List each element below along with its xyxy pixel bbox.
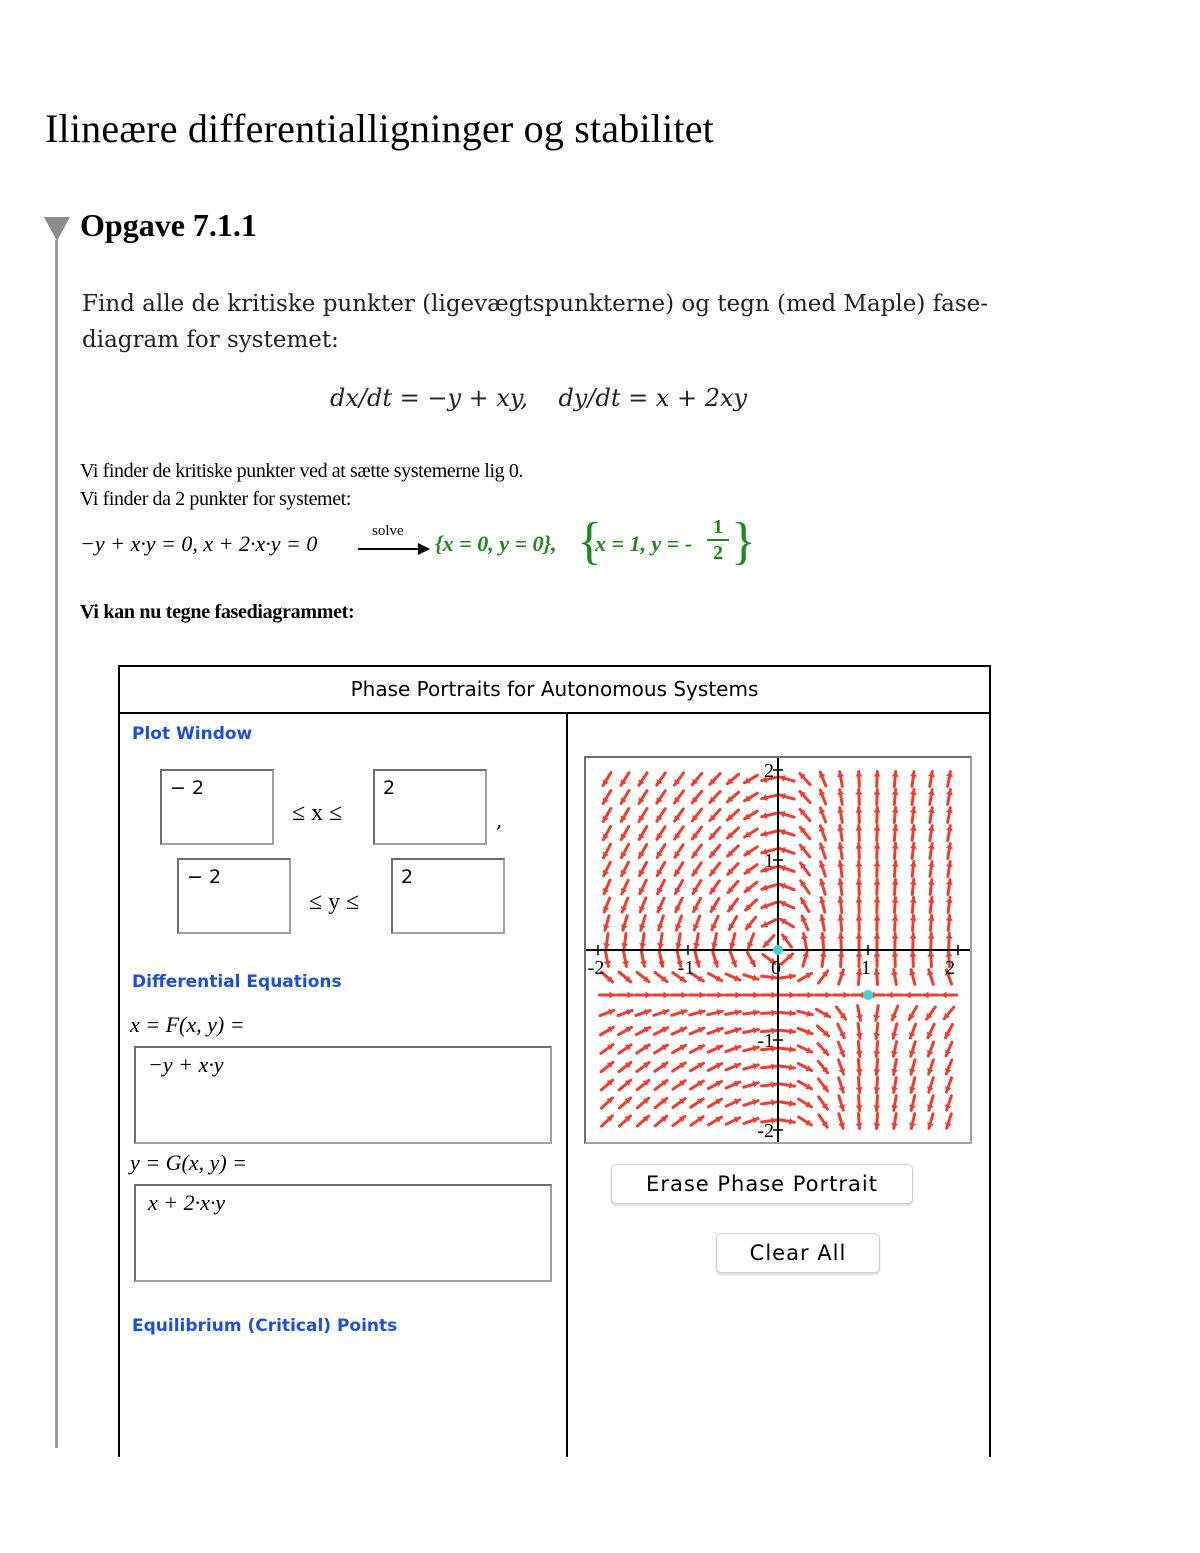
direction-arrowhead <box>924 992 929 999</box>
direction-arrowhead <box>837 862 844 867</box>
direction-arrowhead <box>837 898 844 903</box>
direction-arrowhead <box>826 992 831 999</box>
direction-arrowhead <box>855 862 862 867</box>
solve-fraction <box>707 516 729 564</box>
direction-arrowhead <box>910 862 917 867</box>
direction-arrowhead <box>855 844 862 849</box>
direction-arrowhead <box>892 790 899 795</box>
equilibrium-point <box>773 945 783 955</box>
direction-arrowhead <box>621 943 628 948</box>
direction-arrowhead <box>873 1123 880 1128</box>
direction-arrowhead <box>910 916 917 921</box>
direction-arrowhead <box>789 1028 794 1035</box>
direction-arrowhead <box>753 1009 758 1016</box>
direction-arrowhead <box>789 1100 794 1107</box>
direction-arrowhead <box>892 916 899 921</box>
direction-arrowhead <box>819 934 826 939</box>
x-tick-label: 1 <box>861 957 871 979</box>
phase-portrait-svg <box>586 758 970 1142</box>
comma: , <box>496 808 503 832</box>
document-title: Ilineære differentialligninger og stabilitet <box>45 106 714 151</box>
direction-arrowhead <box>754 992 759 999</box>
y-tick-label: -2 <box>757 1120 774 1142</box>
direction-arrowhead <box>628 992 633 999</box>
direction-arrowhead <box>927 952 934 957</box>
direction-arrowhead <box>873 1015 880 1020</box>
direction-arrowhead <box>856 1051 863 1056</box>
x-tick-label: -2 <box>587 957 605 979</box>
phase-portrait-maplet <box>118 665 991 1457</box>
direction-arrowhead <box>892 844 899 849</box>
f-equation-label: x = F(x, y) = <box>130 1012 245 1037</box>
direction-arrowhead <box>892 826 899 831</box>
direction-arrowhead <box>928 808 935 813</box>
direction-arrowhead <box>874 916 881 921</box>
direction-arrowhead <box>873 1105 880 1110</box>
direction-arrowhead <box>946 862 953 867</box>
direction-arrowhead <box>873 1087 880 1092</box>
problem-equation: dx/dt = −y + xy, dy/dt = x + 2xy <box>330 384 748 412</box>
brace-close: } <box>731 513 756 570</box>
x-inequality: ≤ x ≤ <box>292 800 343 826</box>
direction-arrowhead <box>892 808 899 813</box>
maplet-left-panel <box>120 714 568 1457</box>
direction-arrowhead <box>855 790 862 795</box>
direction-arrowhead <box>928 826 935 831</box>
direction-arrowhead <box>910 790 917 795</box>
direction-arrowhead <box>790 992 795 999</box>
direction-arrowhead <box>891 1123 898 1128</box>
x-tick-label: 0 <box>771 957 781 979</box>
direction-arrowhead <box>874 862 881 867</box>
direction-arrowhead <box>909 952 916 957</box>
equilibrium-point <box>863 990 873 1000</box>
direction-arrowhead <box>874 826 881 831</box>
direction-arrowhead <box>928 862 935 867</box>
direction-arrowhead <box>928 934 935 939</box>
y-tick-label: -1 <box>757 1030 774 1052</box>
direction-arrowhead <box>892 862 899 867</box>
maplet-right-panel <box>568 714 989 1457</box>
direction-arrowhead <box>639 943 646 948</box>
solve-input: −y + x·y = 0, x + 2·x·y = 0 <box>80 531 318 556</box>
direction-arrowhead <box>910 898 917 903</box>
direction-arrowhead <box>682 992 687 999</box>
direction-arrowhead <box>873 1033 880 1038</box>
direction-arrowhead <box>610 992 615 999</box>
direction-arrowhead <box>856 1069 863 1074</box>
g-equation-input[interactable]: x + 2·x·y <box>134 1184 552 1282</box>
direction-arrowhead <box>856 952 863 957</box>
y-tick-label: 2 <box>764 760 774 782</box>
f-equation-input[interactable]: −y + x·y <box>134 1046 552 1144</box>
direction-arrowhead <box>873 1069 880 1074</box>
collapse-triangle-icon[interactable] <box>44 217 70 241</box>
direction-arrowhead <box>838 952 845 957</box>
fraction-denominator: 2 <box>713 542 723 564</box>
direction-arrowhead <box>873 1051 880 1056</box>
solve-output <box>80 513 780 576</box>
g-equation-label: y = G(x, y) = <box>130 1150 248 1175</box>
direction-arrowhead <box>837 826 844 831</box>
direction-arrowhead <box>856 1087 863 1092</box>
problem-text: Find alle de kritiske punkter (ligevægtspunkterne) og tegn (med Maple) fase-diagram for systemet: <box>82 291 989 353</box>
solve-arrow-icon <box>358 523 428 556</box>
direction-arrowhead <box>789 1046 794 1053</box>
direction-arrowhead <box>906 992 911 999</box>
direction-arrowhead <box>837 844 844 849</box>
direction-arrowhead <box>928 880 935 885</box>
direction-arrowhead <box>946 934 953 939</box>
y-inequality: ≤ y ≤ <box>309 889 360 915</box>
direction-arrowhead <box>771 1081 776 1088</box>
fraction-numerator: 1 <box>713 516 723 538</box>
brace-open: { <box>577 513 602 570</box>
clear-all-button[interactable]: Clear All <box>716 1233 880 1273</box>
direction-arrowhead <box>910 808 917 813</box>
direction-arrowhead <box>888 992 893 999</box>
equilibrium-points-label: Equilibrium (Critical) Points <box>132 1316 398 1336</box>
direction-arrowhead <box>942 992 947 999</box>
direction-arrowhead <box>657 943 664 948</box>
solve-result-1: {x = 0, y = 0}, <box>435 531 557 556</box>
direction-arrowhead <box>855 826 862 831</box>
direction-arrowhead <box>945 952 952 957</box>
direction-arrowhead <box>771 1099 776 1106</box>
x-max-input[interactable]: 2 <box>373 769 487 845</box>
draw-label: Vi kan nu tegne fasediagrammet: <box>80 601 355 623</box>
y-max-input[interactable]: 2 <box>391 858 505 934</box>
direction-arrowhead <box>789 973 794 980</box>
direction-arrowhead <box>771 1009 776 1016</box>
direction-arrowhead <box>856 1033 863 1038</box>
direction-arrowhead <box>946 916 953 921</box>
direction-arrowhead <box>946 880 953 885</box>
direction-arrowhead <box>928 790 935 795</box>
direction-arrowhead <box>928 898 935 903</box>
direction-arrowhead <box>910 880 917 885</box>
direction-arrowhead <box>855 808 862 813</box>
x-min-input[interactable]: − 2 <box>160 769 274 845</box>
info-line-1: Vi finder de kritiske punkter ved at sætte systemerne lig 0. <box>80 460 524 482</box>
differential-equations-label: Differential Equations <box>132 972 342 992</box>
direction-arrowhead <box>700 992 705 999</box>
direction-arrowhead <box>771 1063 776 1070</box>
direction-arrowhead <box>718 992 723 999</box>
direction-arrowhead <box>837 916 844 921</box>
direction-arrowhead <box>874 934 881 939</box>
direction-arrowhead <box>910 826 917 831</box>
direction-arrowhead <box>789 1082 794 1089</box>
info-line-2: Vi finder da 2 punkter for systemet: <box>80 488 351 510</box>
direction-arrowhead <box>837 880 844 885</box>
direction-arrowhead <box>892 934 899 939</box>
section-range-bar <box>55 240 58 1448</box>
direction-arrowhead <box>874 790 881 795</box>
direction-arrowhead <box>874 898 881 903</box>
direction-arrowhead <box>892 772 899 777</box>
direction-arrowhead <box>874 808 881 813</box>
y-tick-label: 1 <box>764 850 774 872</box>
direction-arrowhead <box>837 808 844 813</box>
direction-arrowhead <box>910 934 917 939</box>
direction-arrowhead <box>772 992 777 999</box>
direction-arrowhead <box>855 916 862 921</box>
direction-arrowhead <box>873 952 880 957</box>
direction-arrowhead <box>837 934 844 939</box>
phase-portrait-plot[interactable] <box>584 756 972 1144</box>
y-min-input[interactable]: − 2 <box>177 858 291 934</box>
maplet-title: Phase Portraits for Autonomous Systems <box>120 667 989 714</box>
direction-arrowhead <box>946 898 953 903</box>
direction-arrowhead <box>789 1010 794 1017</box>
solve-result-2: x = 1, y = - <box>595 531 693 556</box>
direction-arrowhead <box>855 772 862 777</box>
direction-arrowhead <box>646 992 651 999</box>
direction-arrowhead <box>874 880 881 885</box>
direction-arrowhead <box>892 880 899 885</box>
direction-arrowhead <box>855 898 862 903</box>
plot-window-label: Plot Window <box>132 724 253 744</box>
direction-arrowhead <box>664 992 669 999</box>
direction-arrowhead <box>856 1123 863 1128</box>
direction-arrowhead <box>928 844 935 849</box>
direction-arrowhead <box>910 844 917 849</box>
direction-arrowhead <box>675 943 682 948</box>
direction-arrowhead <box>874 772 881 777</box>
direction-arrowhead <box>891 952 898 957</box>
x-tick-label: 2 <box>945 957 955 979</box>
direction-arrowhead <box>820 952 827 957</box>
solve-label: solve <box>372 523 404 539</box>
direction-arrowhead <box>910 772 917 777</box>
direction-arrowhead <box>873 970 880 975</box>
x-tick-label: -1 <box>677 957 695 979</box>
erase-phase-portrait-button[interactable]: Erase Phase Portrait <box>611 1164 913 1204</box>
direction-arrowhead <box>928 916 935 921</box>
direction-arrowhead <box>603 943 610 948</box>
direction-arrowhead <box>856 1105 863 1110</box>
section-heading: Opgave 7.1.1 <box>80 207 257 243</box>
direction-arrowhead <box>855 880 862 885</box>
direction-arrowhead <box>789 1064 794 1071</box>
direction-arrowhead <box>892 898 899 903</box>
direction-arrowhead <box>808 992 813 999</box>
direction-arrowhead <box>844 992 849 999</box>
direction-arrowhead <box>874 844 881 849</box>
direction-arrowhead <box>855 934 862 939</box>
direction-arrowhead <box>736 992 741 999</box>
